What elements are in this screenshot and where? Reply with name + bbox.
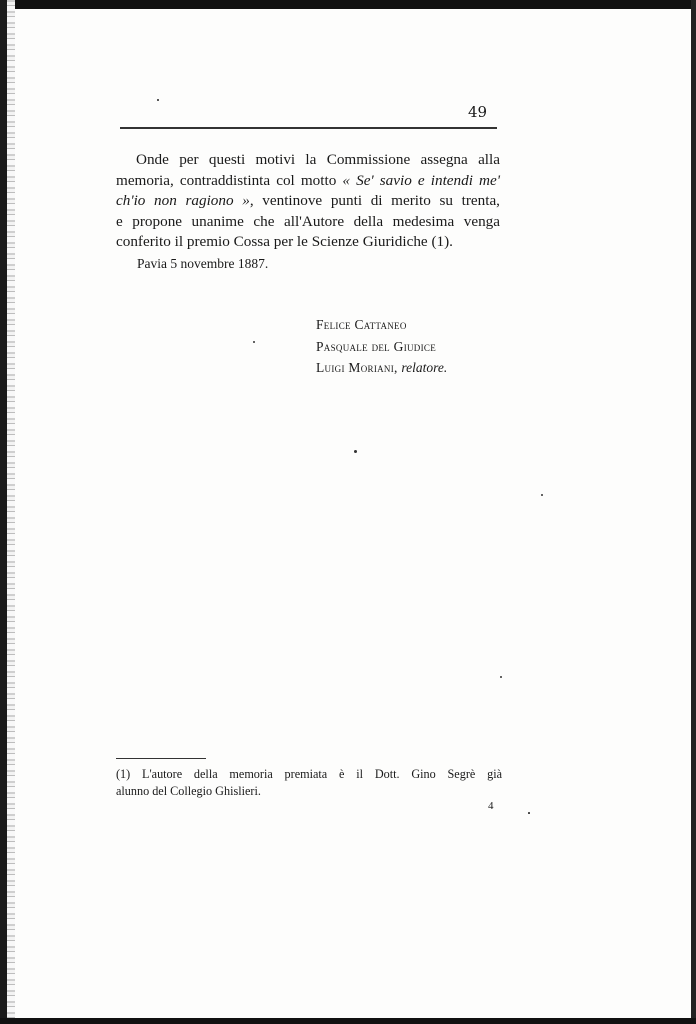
scan-speck [253, 341, 255, 343]
body-line: memoria, contraddistinta col motto « Se' savio e intendi me' [116, 171, 500, 189]
signatory: Felice Cattaneo [316, 317, 407, 332]
footnote-line: alunno del Collegio Ghislieri. [116, 784, 261, 798]
body-line: e propone unanime che all'Autore della medesima venga [116, 212, 500, 230]
body-line: Onde per questi motivi la Commissione assegna alla [136, 151, 500, 168]
header-rule [120, 127, 497, 129]
footnote [116, 766, 502, 800]
signatures-block [316, 314, 447, 379]
signatory-role: relatore. [401, 360, 448, 375]
sheet-signature-mark: 4 [488, 800, 494, 812]
motto-quote-end: ch'io non ragiono » [116, 192, 250, 210]
scan-speck [354, 450, 357, 453]
scan-speck [157, 99, 159, 101]
scan-speck [500, 676, 502, 678]
date-line: Pavia 5 novembre 1887. [137, 256, 269, 271]
motto-quote-start: « Se' savio e intendi me' [342, 171, 500, 189]
signatory: Luigi Moriani, relatore. [316, 360, 448, 375]
scan-speck [541, 494, 543, 496]
signatory: Pasquale del Giudice [316, 338, 436, 354]
scan-speck [528, 812, 530, 814]
scan-border-top [0, 0, 696, 9]
scan-border-bottom [0, 1018, 696, 1024]
footnote-line: (1) L'autore della memoria premiata è il Dott. Gino Segrè già [116, 767, 502, 781]
page-number: 49 [468, 103, 488, 121]
scan-border-left [0, 0, 7, 1024]
scan-border-right [691, 0, 696, 1024]
body-paragraph [116, 150, 500, 253]
body-line: conferito il premio Cossa per le Scienze Giuridiche (1). [116, 233, 453, 251]
footnote-rule [116, 758, 206, 759]
body-line: ch'io non ragiono », ventinove punti di merito su trenta, [116, 192, 500, 210]
binding-edge [7, 0, 15, 1024]
